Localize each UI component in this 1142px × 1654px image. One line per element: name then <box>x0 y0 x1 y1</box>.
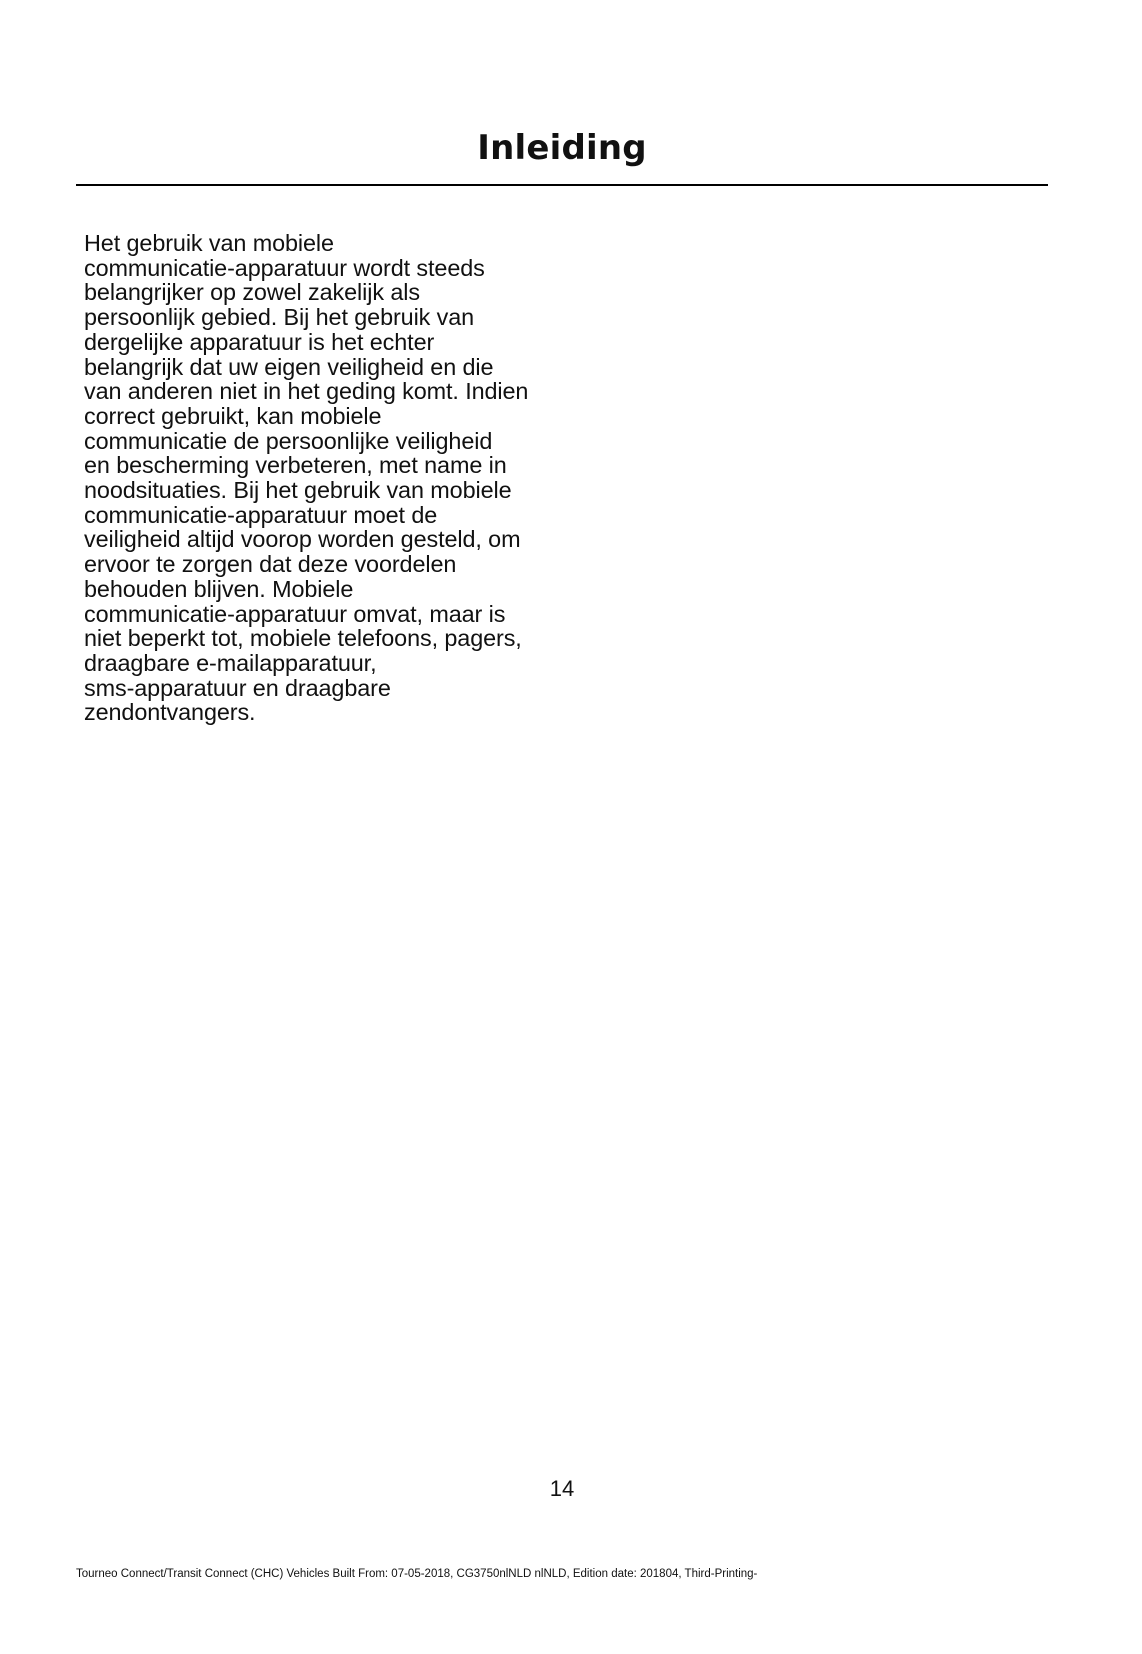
page-title: Inleiding <box>477 128 647 168</box>
document-footer: Tourneo Connect/Transit Connect (CHC) Vehicles Built From: 07-05-2018, CG3750nlNLD nlNLD, Edition date: 201804, Third-Printing- <box>76 1568 758 1580</box>
title-divider <box>76 184 1048 186</box>
page-number: 14 <box>549 1476 575 1501</box>
body-paragraph: Het gebruik van mobiele communicatie-apparatuur wordt steeds belangrijker op zowel zakelijk als persoonlijk gebied. Bij het gebruik van dergelijke apparatuur is het echter belangrijk dat uw eigen veiligheid en die van anderen niet in het geding komt. Indien correct gebruikt, kan mobiele communicatie de persoonlijke veiligheid en bescherming verbeteren, met name in noodsituaties. Bij het gebruik van mobiele communicatie-apparatuur moet de veiligheid altijd voorop worden gesteld, om ervoor te zorgen dat deze voordelen behouden blijven. Mobiele communicatie-apparatuur omvat, maar is niet beperkt tot, mobiele telefoons, pagers, draagbare e-mailapparatuur, sms-apparatuur en draagbare zendontvangers. <box>84 230 529 726</box>
